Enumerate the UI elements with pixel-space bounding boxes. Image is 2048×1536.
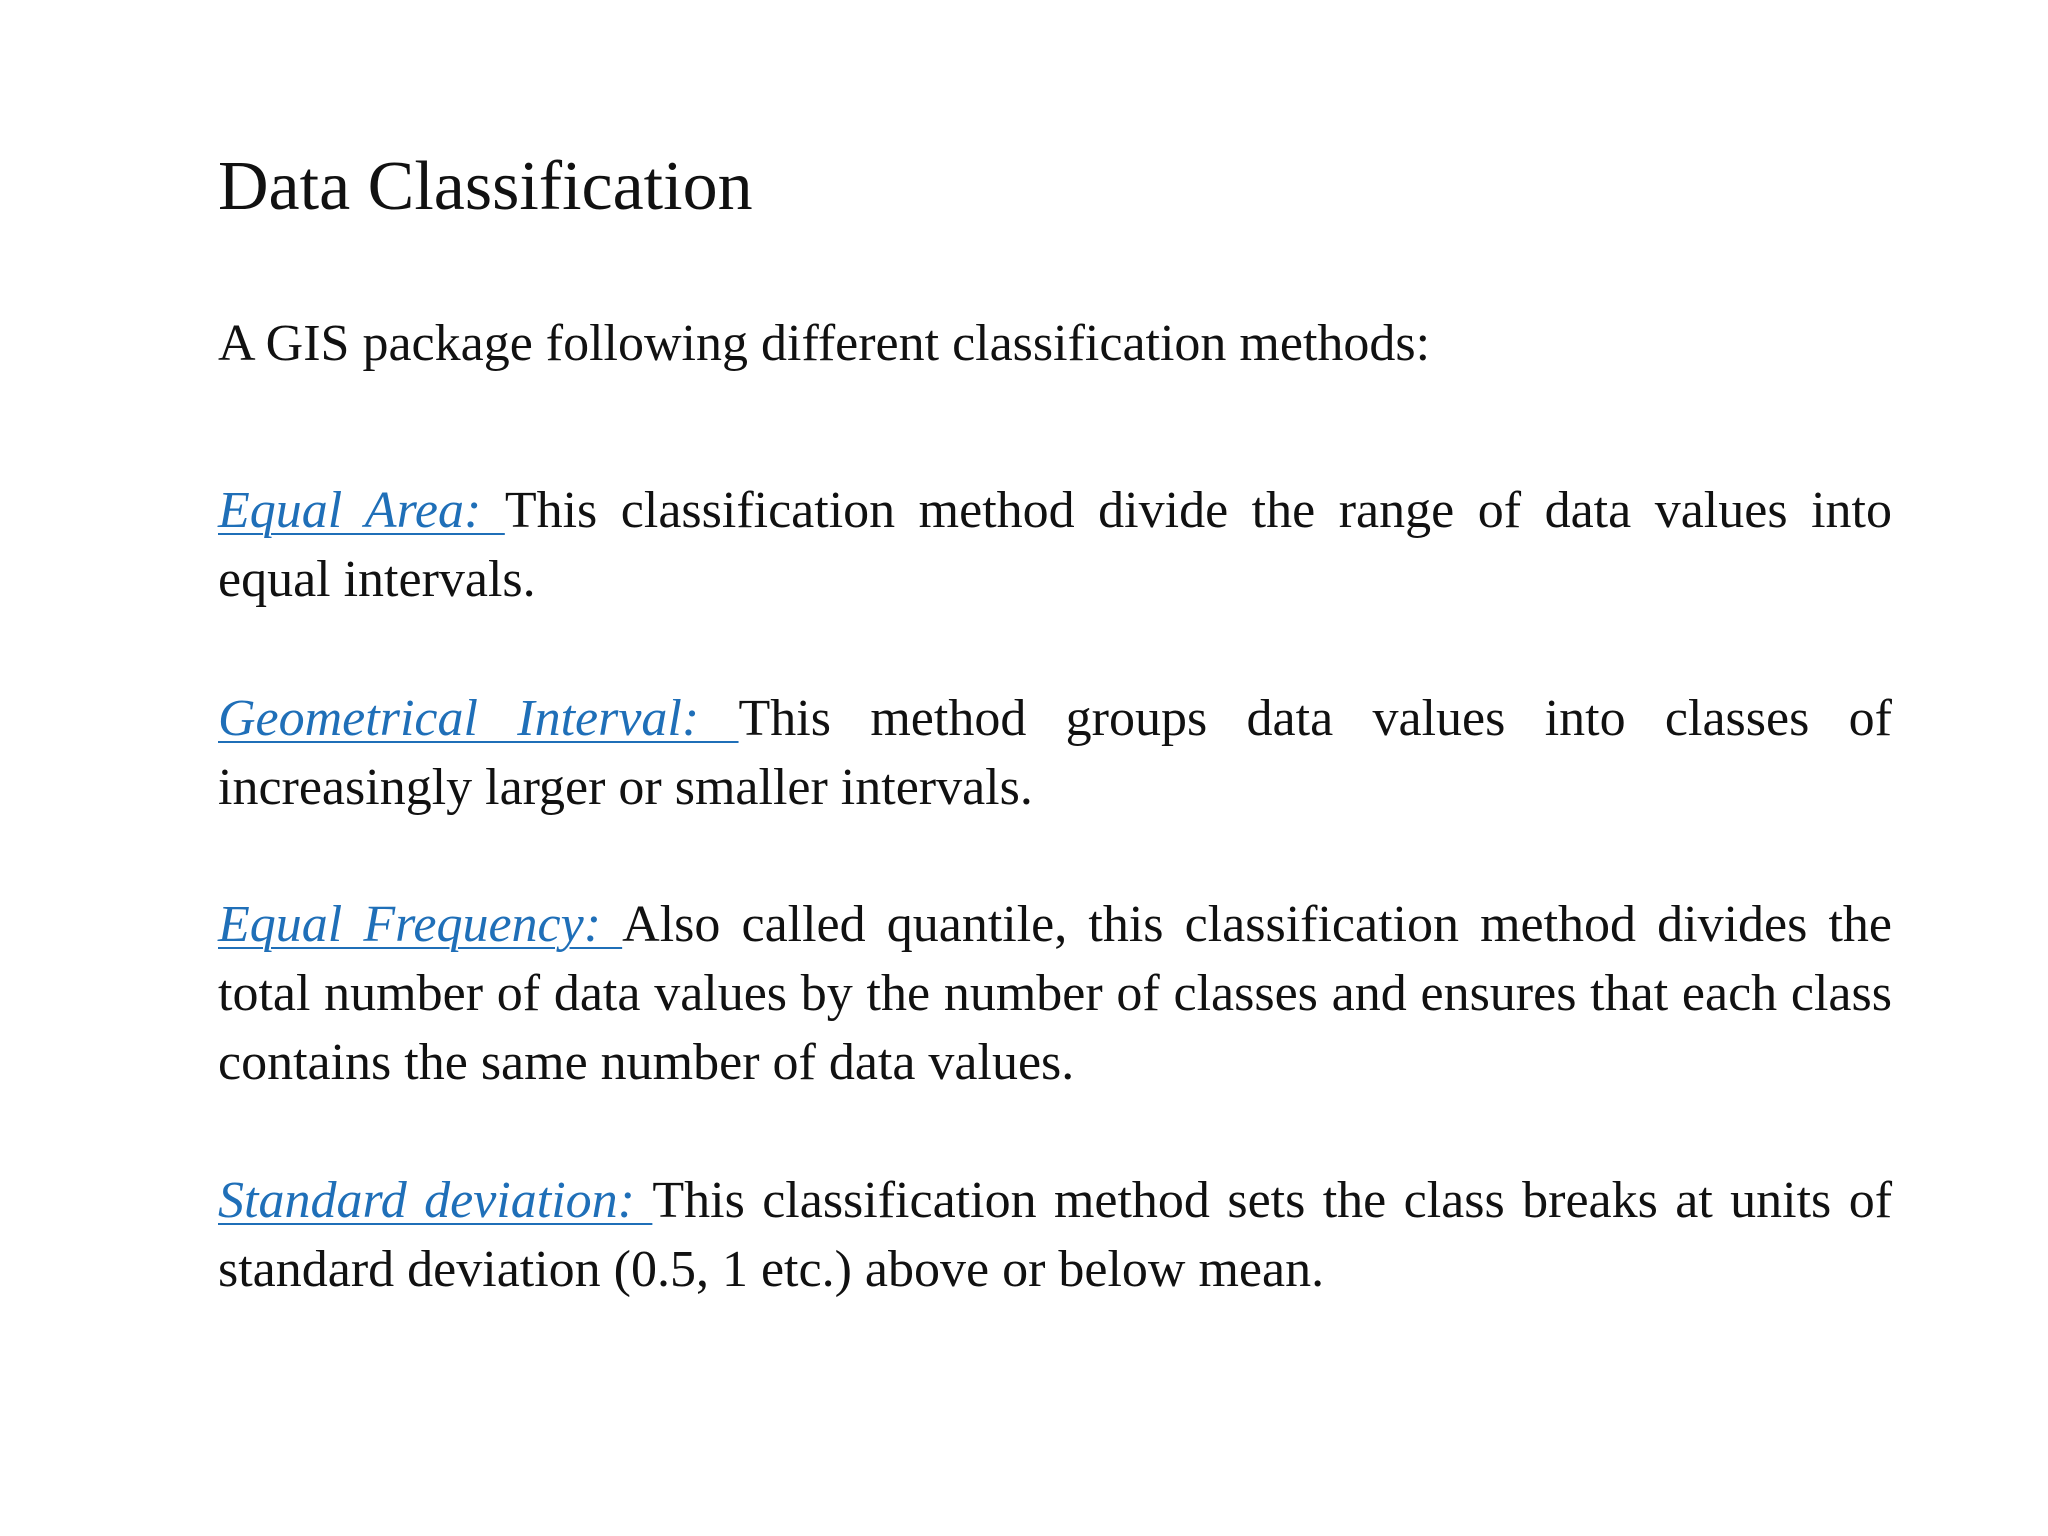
equal-frequency-description: Also called quantile, this classification method divides the total number of data values by the number of classes and ensures that each class contains the same number of data values. <box>218 896 1893 1091</box>
geometrical-interval-description: This method groups data values into classes of increasingly larger or smaller intervals. <box>218 690 1892 816</box>
equal-frequency-term-link[interactable]: Equal Frequency: <box>218 896 623 953</box>
standard-deviation-term-link[interactable]: Standard deviation: <box>218 1172 653 1229</box>
standard-deviation-description: This classification method sets the class breaks at units of standard deviation (0.5, 1 etc.) above or below mean. <box>218 1172 1893 1298</box>
page-title: Data Classification <box>218 148 753 225</box>
method-standard-deviation <box>218 1166 1892 1304</box>
geometrical-interval-term-link[interactable]: Geometrical Interval: <box>218 690 739 747</box>
method-geometrical-interval <box>218 684 1892 822</box>
equal-area-term-link[interactable]: Equal Area: <box>218 482 505 539</box>
intro-text: A GIS package following different classification methods: <box>218 315 1431 372</box>
method-equal-area <box>218 476 1892 614</box>
method-equal-frequency <box>218 890 1892 1097</box>
equal-area-description: This classification method divide the range of data values into equal intervals. <box>218 482 1892 608</box>
